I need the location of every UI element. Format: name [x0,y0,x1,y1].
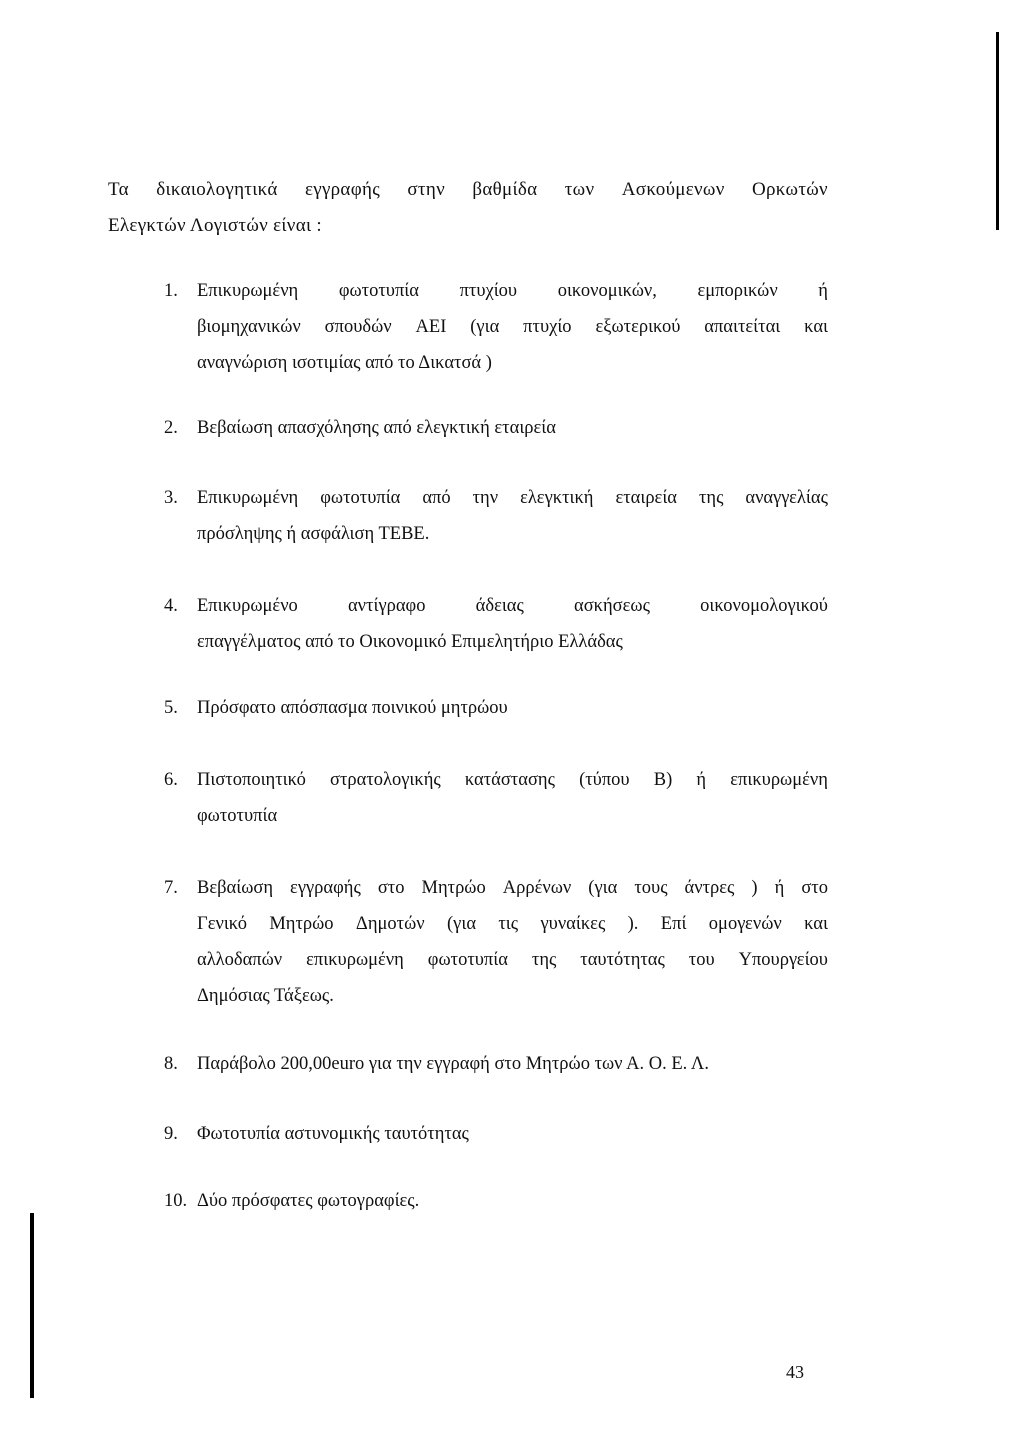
list-item-line: φωτοτυπία [197,806,278,826]
word: ή [696,770,707,790]
word: αλλοδαπών [197,950,283,970]
word: την [472,488,499,508]
word: άδειας [475,596,524,616]
word: αντίγραφο [347,596,426,616]
list-item-line [197,942,828,978]
intro-word: Τα [108,179,129,200]
list-item-number: 7. [164,878,178,898]
word: ομογενών [708,914,782,934]
list-item-text [197,762,828,834]
word: επικυρωμένη [306,950,404,970]
word: οικονομικών, [557,281,657,301]
list-item-line [197,588,828,624]
intro-paragraph [108,172,828,244]
list-item-text [197,588,828,660]
word: στο [801,878,828,898]
list-item-line: πρόσληψης ή ασφάλιση ΤΕΒΕ. [197,524,430,544]
word: της [698,488,724,508]
intro-word: δικαιολογητικά [156,179,278,200]
list-item-number: 4. [164,596,178,616]
word: ταυτότητας [580,950,665,970]
list-item [164,1046,828,1082]
list-item-number: 2. [164,418,178,438]
list-item-number: 3. [164,488,178,508]
list-item-text [197,273,828,381]
word: φωτοτυπία [427,950,508,970]
list-item-number: 8. [164,1054,178,1074]
word: πτυχίο [523,317,572,337]
list-item-line: Δύο πρόσφατες φωτογραφίες. [197,1191,420,1211]
word: Επί [660,914,687,934]
list-item-line [197,309,828,345]
page-number: 43 [786,1362,804,1382]
word: στο [377,878,405,898]
word: άντρες [684,878,735,898]
intro-line-1 [108,172,828,208]
word: εξωτερικού [595,317,681,337]
list-item-line [197,762,828,798]
list-item-text [197,870,828,1014]
word: κατάστασης [464,770,555,790]
word: Πιστοποιητικό [197,770,306,790]
list-item [164,588,828,660]
list-item-line: Πρόσφατο απόσπασμα ποινικού μητρώου [197,698,508,718]
list-item-line [197,273,828,309]
word: και [804,317,828,337]
word: βιομηχανικών [197,317,301,337]
word: απαιτείται [704,317,781,337]
intro-word: βαθμίδα [472,179,538,200]
word: Β) [653,770,673,790]
word: ) [751,878,758,898]
word: Αρρένων [502,878,572,898]
list-item-number: 9. [164,1124,178,1144]
intro-word: Ορκωτών [752,179,828,200]
list-item-line: αναγνώριση ισοτιμίας από το Δικατσά ) [197,353,492,373]
list-item-line [197,480,828,516]
list-item-text [197,410,828,446]
intro-line-2: Ελεγκτών Λογιστών είναι : [108,215,322,236]
word: οικονομολογικού [700,596,828,616]
word: αναγγελίας [745,488,828,508]
word: επικυρωμένη [730,770,828,790]
word: τις [498,914,519,934]
list-item-line: Βεβαίωση απασχόλησης από ελεγκτική εταιρεία [197,418,556,438]
word: ΑΕΙ [415,317,447,337]
list-item [164,480,828,552]
word: Επικυρωμένη [197,488,299,508]
list-item-line [197,870,828,906]
list-item [164,410,828,446]
intro-word: Ασκούμενων [621,179,725,200]
list-item-text [197,1116,828,1152]
word: του [688,950,715,970]
list-item-number: 5. [164,698,178,718]
word: τους [634,878,668,898]
word: ελεγκτική [520,488,594,508]
word: φωτοτυπία [338,281,419,301]
word: Βεβαίωση [197,878,274,898]
word: σπουδών [324,317,392,337]
intro-word: στην [407,179,445,200]
scan-edge-mark-bottom [30,1213,34,1398]
word: εμπορικών [697,281,778,301]
word: εταιρεία [615,488,677,508]
list-item-line: επαγγέλματος από το Οικονομικό Επιμελητήριο Ελλάδας [197,632,623,652]
list-item-line: Φωτοτυπία αστυνομικής ταυτότητας [197,1124,469,1144]
list-item [164,273,828,381]
list-item-text [197,480,828,552]
word: Μητρώο [421,878,486,898]
list-item-text [197,1046,828,1082]
list-item-text [197,690,828,726]
word: γυναίκες [540,914,606,934]
word: στρατολογικής [329,770,441,790]
word: Επικυρωμένο [197,596,298,616]
list-item [164,1183,828,1219]
word: (για [588,878,618,898]
word: ή [818,281,828,301]
list-item-line [197,906,828,942]
list-item-text [197,1183,828,1219]
word: Υπουργείου [738,950,828,970]
word: εγγραφής [290,878,361,898]
word: Δημοτών [355,914,425,934]
word: ή [774,878,785,898]
word: Γενικό [197,914,247,934]
intro-word: των [564,179,595,200]
list-item-number: 6. [164,770,178,790]
scan-edge-mark-top [996,32,999,230]
word: της [531,950,557,970]
word: πτυχίου [459,281,518,301]
list-item-number: 10. [164,1191,188,1211]
word: Επικυρωμένη [197,281,299,301]
word: ). [627,914,639,934]
list-item [164,690,828,726]
intro-word: εγγραφής [304,179,381,200]
word: ασκήσεως [574,596,650,616]
word: φωτοτυπία [320,488,401,508]
word: (για [447,914,477,934]
list-item [164,870,828,1014]
list-item-number: 1. [164,281,178,301]
word: από [422,488,451,508]
word: (για [470,317,500,337]
word: και [804,914,828,934]
word: Μητρώο [269,914,334,934]
word: (τύπου [579,770,630,790]
list-item [164,1116,828,1152]
list-item [164,762,828,834]
list-item-line: Δημόσιας Τάξεως. [197,986,334,1006]
list-item-line: Παράβολο 200,00euro για την εγγραφή στο Μητρώο των Α. Ο. Ε. Λ. [197,1054,709,1074]
